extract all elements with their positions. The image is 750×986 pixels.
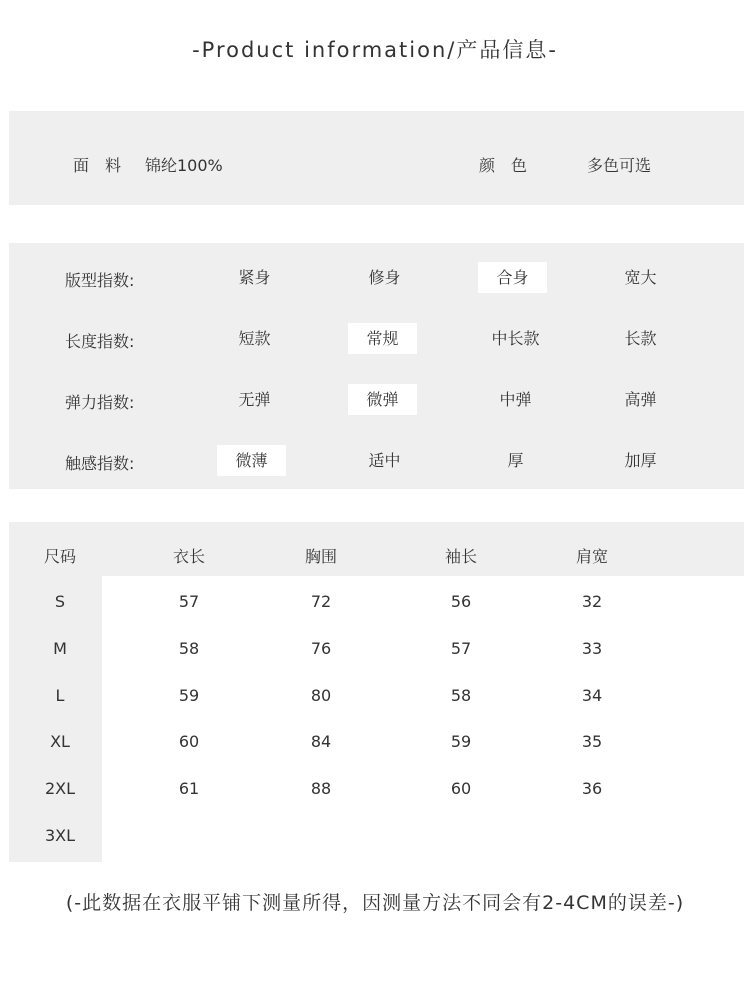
table-cell: 61 xyxy=(178,779,200,798)
index-option: 宽大 xyxy=(624,268,657,287)
page-title: -Product information/产品信息- xyxy=(192,38,558,62)
table-cell: 76 xyxy=(310,639,332,658)
index-option: 适中 xyxy=(368,451,401,470)
table-cell: 88 xyxy=(310,779,332,798)
table-cell: 58 xyxy=(450,686,472,705)
table-cell: 59 xyxy=(450,732,472,751)
index-option: 紧身 xyxy=(238,268,271,287)
size-label: L xyxy=(55,686,65,705)
table-cell: 80 xyxy=(310,686,332,705)
table-cell: 33 xyxy=(581,639,603,658)
size-label: 2XL xyxy=(44,779,76,798)
table-header: 胸围 xyxy=(304,547,337,566)
index-label: 长度指数: xyxy=(65,332,135,351)
index-option: 中长款 xyxy=(491,329,540,348)
index-option-selected: 常规 xyxy=(348,323,417,354)
table-cell: 36 xyxy=(581,779,603,798)
table-cell: 72 xyxy=(310,592,332,611)
index-option: 修身 xyxy=(368,268,401,287)
size-table xyxy=(9,522,744,862)
size-table-body-bg xyxy=(102,576,744,862)
table-header-size: 尺码 xyxy=(43,547,76,566)
table-cell: 34 xyxy=(581,686,603,705)
index-option: 无弹 xyxy=(238,390,271,409)
index-option: 中弹 xyxy=(499,390,532,409)
table-cell: 84 xyxy=(310,732,332,751)
table-header: 肩宽 xyxy=(575,547,608,566)
material-value: 锦纶100% xyxy=(145,156,223,175)
table-cell: 57 xyxy=(450,639,472,658)
index-label: 版型指数: xyxy=(65,271,135,290)
color-label: 颜 色 xyxy=(479,156,528,175)
material-panel xyxy=(9,111,744,205)
table-cell: 60 xyxy=(178,732,200,751)
index-option-selected: 微弹 xyxy=(348,384,417,415)
index-option-selected: 微薄 xyxy=(217,445,286,476)
table-cell: 60 xyxy=(450,779,472,798)
table-cell: 56 xyxy=(450,592,472,611)
size-label: 3XL xyxy=(44,826,76,845)
index-label: 触感指数: xyxy=(65,454,135,473)
table-cell: 35 xyxy=(581,732,603,751)
color-value: 多色可选 xyxy=(587,156,652,175)
index-label: 弹力指数: xyxy=(65,393,135,412)
table-cell: 57 xyxy=(178,592,200,611)
table-cell: 58 xyxy=(178,639,200,658)
index-option: 长款 xyxy=(624,329,657,348)
material-label: 面 料 xyxy=(73,156,122,175)
index-option-selected: 合身 xyxy=(478,262,547,293)
index-option: 加厚 xyxy=(624,451,657,470)
table-cell: 59 xyxy=(178,686,200,705)
table-header: 衣长 xyxy=(172,547,205,566)
measurement-note: (-此数据在衣服平铺下测量所得，因测量方法不同会有2-4CM的误差-) xyxy=(65,892,685,914)
index-option: 高弹 xyxy=(624,390,657,409)
size-label: M xyxy=(53,639,67,658)
index-panel xyxy=(9,243,744,489)
index-option: 厚 xyxy=(507,451,524,470)
size-label: S xyxy=(54,592,66,611)
index-option: 短款 xyxy=(238,329,271,348)
table-header: 袖长 xyxy=(444,547,477,566)
size-label: XL xyxy=(50,732,70,751)
table-cell: 32 xyxy=(581,592,603,611)
